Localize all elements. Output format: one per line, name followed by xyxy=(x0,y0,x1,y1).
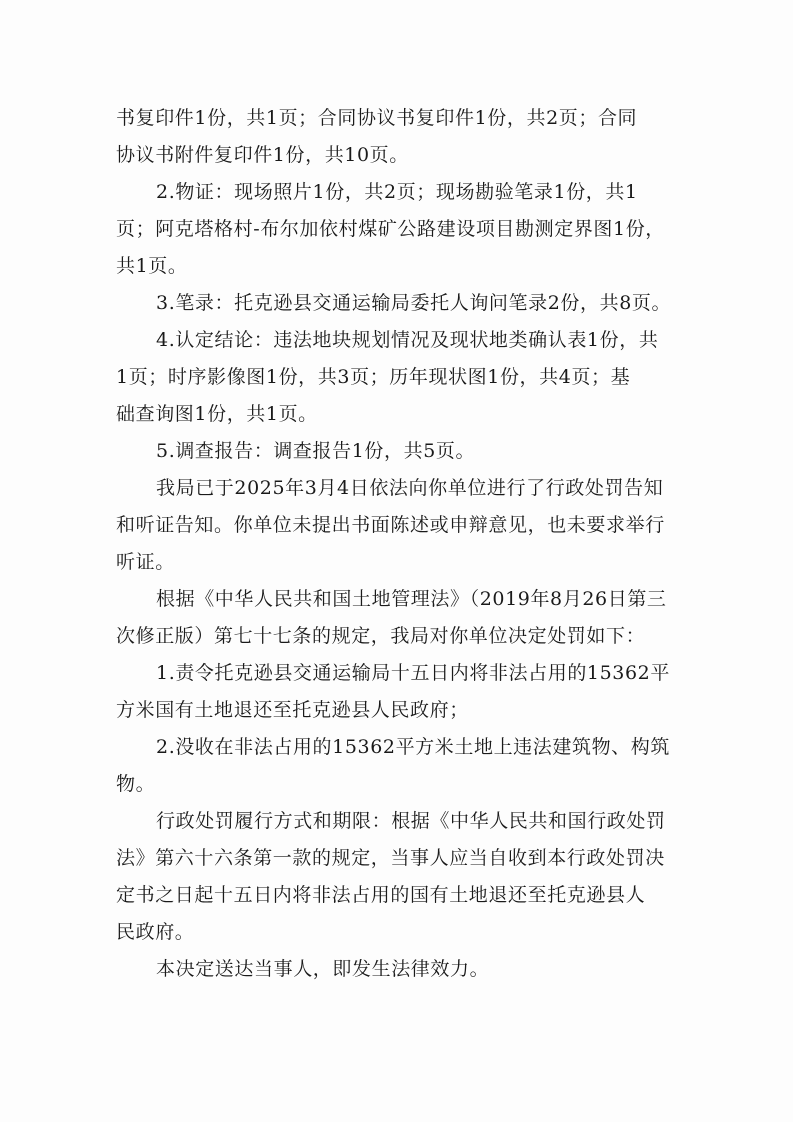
document-line: 1.责令托克逊县交通运输局十五日内将非法占用的15362平 xyxy=(156,662,670,684)
document-line: 物。 xyxy=(116,773,156,795)
document-line: 法》第六十六条第一款的规定，当事人应当自收到本行政处罚决 xyxy=(116,847,665,869)
document-line: 共1页。 xyxy=(116,255,188,277)
document-line: 页；阿克塔格村-布尔加依村煤矿公路建设项目勘测定界图1份， xyxy=(116,218,665,240)
document-line: 定书之日起十五日内将非法占用的国有土地退还至托克逊县人 xyxy=(116,884,646,906)
document-line: 行政处罚履行方式和期限：根据《中华人民共和国行政处罚 xyxy=(156,810,666,832)
document-line: 方米国有土地退还至托克逊县人民政府； xyxy=(116,699,469,721)
document-line: 民政府。 xyxy=(116,921,195,943)
document-line: 本决定送达当事人，即发生法律效力。 xyxy=(156,958,490,980)
document-line: 4.认定结论：违法地块规划情况及现状地类确认表1份，共 xyxy=(156,329,659,351)
document-line: 次修正版）第七十七条的规定，我局对你单位决定处罚如下： xyxy=(116,625,646,647)
document-line: 和听证告知。你单位未提出书面陈述或申辩意见，也未要求举行 xyxy=(116,514,665,536)
document-line: 根据《中华人民共和国土地管理法》（2019年8月26日第三 xyxy=(156,588,667,610)
document-body xyxy=(116,100,716,988)
document-line: 2.没收在非法占用的15362平方米土地上违法建筑物、构筑 xyxy=(156,736,670,758)
document-line: 书复印件1份，共1页；合同协议书复印件1份，共2页；合同 xyxy=(116,107,638,129)
document-line: 3.笔录：托克逊县交通运输局委托人询问笔录2份，共8页。 xyxy=(156,292,672,314)
document-line: 听证。 xyxy=(116,551,175,573)
document-line: 2.物证：现场照片1份，共2页；现场勘验笔录1份，共1 xyxy=(156,181,638,203)
document-line: 础查询图1份，共1页。 xyxy=(116,403,318,425)
document-line: 1页；时序影像图1份，共3页；历年现状图1份，共4页；基 xyxy=(116,366,631,388)
document-line: 协议书附件复印件1份，共10页。 xyxy=(116,144,409,166)
document-line: 5.调查报告：调查报告1份，共5页。 xyxy=(156,440,476,462)
document-line: 我局已于2025年3月4日依法向你单位进行了行政处罚告知 xyxy=(156,477,664,499)
